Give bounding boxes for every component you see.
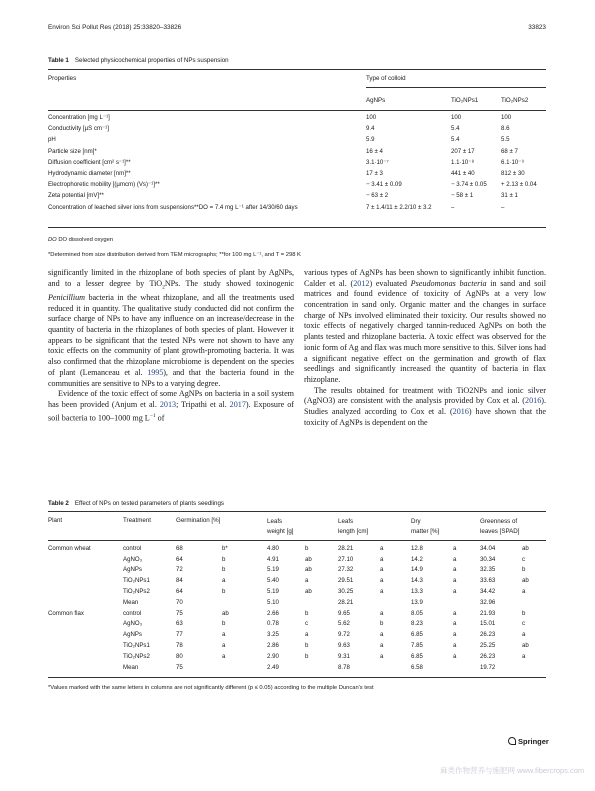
- table2-value-cell: 0.78: [267, 620, 279, 628]
- table2-letter-cell: [522, 662, 546, 673]
- table1-value-cell: 100: [501, 114, 512, 122]
- table1-sub-header-tio2nps2: TiO₂NPs2: [501, 97, 529, 104]
- table2-row: [48, 619, 546, 630]
- table1-header-rule: [48, 110, 546, 111]
- table2-letter-cell: [305, 662, 338, 673]
- table2-plant-cell: Common wheat: [48, 544, 91, 552]
- table2-letter-cell: a: [380, 642, 384, 650]
- table1-value-cell: –: [451, 203, 455, 211]
- table2-value-cell: 8.78: [338, 663, 350, 671]
- table1-property-cell: pH: [48, 136, 56, 144]
- table2-letter-cell: a: [453, 631, 457, 639]
- table2-header-leafs-length: Leafs length [cm]: [338, 518, 369, 535]
- table2-letter-cell: a: [222, 577, 226, 585]
- table2-value-cell: 68: [176, 544, 183, 552]
- table2-value-cell: 12.8: [411, 544, 423, 552]
- table2-value-cell: 5.19: [267, 588, 279, 596]
- table2-letter-cell: b: [305, 544, 309, 552]
- table2-letter-cell: [305, 597, 338, 608]
- table2-letter-cell: ab: [522, 642, 529, 650]
- table1-row: [48, 179, 546, 190]
- table2-row: [48, 586, 546, 597]
- table1-row: [48, 134, 546, 145]
- table1-bottom-rule: [48, 227, 546, 228]
- table2-value-cell: 27.10: [338, 555, 354, 563]
- table2-value-cell: 21.93: [480, 609, 496, 617]
- table2-value-cell: 28.21: [338, 598, 354, 606]
- table2-value-cell: 5.10: [267, 598, 279, 606]
- table2-letter-cell: a: [222, 642, 226, 650]
- table1-property-cell: Concentration [mg L⁻¹]: [48, 114, 110, 122]
- table2-treatment-cell: AgNPs: [123, 566, 142, 574]
- body-left-paragraph-1: significantly limited in the rhizoplane of both species of plant by AgNPs, and to a lesser degree by TiO$_2$NPs. The study showed toxinogenic Penicillium bacteria in the wheat rhizoplane, and all the treatments used reduced it in quantity. The qualitative study conducted did not confirm the surface charge of NPs to have any influence on an increase/decrease in the quantity of bacteria in the rhizoplanes of both species of plant. However it appears to be significant that the tested NPs were not shown to have any toxic effects on the community of plant growth-promoting bacteria. It was also confirmed that the rhizoplane microbiome is dependent on the species of plant (Lemanceau et al. 1995), and that the bacteria found in the communities are sensitive to NPs to a varying degree.: [48, 268, 294, 388]
- table2-value-cell: 4.80: [267, 544, 279, 552]
- table2-letter-cell: a: [453, 609, 457, 617]
- table2-letter-cell: a: [522, 631, 526, 639]
- table2-row: [48, 565, 546, 576]
- table1-value-cell: − 3.41 ± 0.09: [366, 181, 402, 189]
- table2-value-cell: 34.04: [480, 544, 496, 552]
- table1-col-properties: Properties: [48, 75, 77, 82]
- table2-plant-cell: [48, 662, 123, 673]
- table1-property-cell: Electrophoretic mobility [(µmcm) (Vs)⁻¹]**: [48, 181, 160, 189]
- table2-letter-cell: [453, 597, 480, 608]
- table2-plant-cell: [48, 651, 123, 662]
- table1-number: Table 1: [48, 57, 69, 64]
- table2-letter-cell: ab: [305, 555, 312, 563]
- table1-group-rule: [366, 87, 546, 88]
- table2-treatment-cell: TiO₂NPs2: [123, 652, 150, 660]
- table2-letter-cell: c: [305, 620, 309, 628]
- table1-row: [48, 146, 546, 157]
- table2-value-cell: 75: [176, 663, 183, 671]
- table1-property-cell: Diffusion coefficient [cm² s⁻¹]**: [48, 158, 131, 166]
- table2-plant-cell: [48, 565, 123, 576]
- table2-value-cell: 34.42: [480, 588, 496, 596]
- table1-row: [48, 112, 546, 123]
- table1-property-cell: Particle size [nm]*: [48, 147, 97, 155]
- table1-row: [48, 157, 546, 168]
- table2-letter-cell: a: [222, 631, 226, 639]
- table2-letter-cell: a: [453, 652, 457, 660]
- table2-value-cell: 64: [176, 588, 183, 596]
- table2-value-cell: 6.58: [411, 663, 423, 671]
- table2-row: [48, 640, 546, 651]
- table2-value-cell: 7.85: [411, 642, 423, 650]
- table2-row: [48, 597, 546, 608]
- table2-value-cell: 2.90: [267, 652, 279, 660]
- table2-value-cell: 9.65: [338, 609, 350, 617]
- table2-value-cell: 14.3: [411, 577, 423, 585]
- table2-value-cell: 6.85: [411, 631, 423, 639]
- table2-letter-cell: [222, 662, 267, 673]
- table2-value-cell: 5.40: [267, 577, 279, 585]
- body-left-column: [48, 268, 294, 424]
- table2-letter-cell: a: [453, 642, 457, 650]
- table2-letter-cell: b: [222, 588, 226, 596]
- table2-plant-cell: Common flax: [48, 609, 84, 617]
- table2-value-cell: 33.63: [480, 577, 496, 585]
- watermark: 麻类作物营养与施肥网 www.fibercrops.com: [440, 766, 585, 775]
- table2-letter-cell: a: [380, 566, 384, 574]
- table2-plant-cell: [48, 575, 123, 586]
- table1-value-cell: − 3.74 ± 0.05: [451, 181, 487, 189]
- table2-row: [48, 575, 546, 586]
- table2-value-cell: 14.9: [411, 566, 423, 574]
- table2-letter-cell: [380, 597, 411, 608]
- table1-value-cell: 5.4: [451, 136, 460, 144]
- table2-header-rule: [48, 540, 546, 541]
- table2-letter-cell: ab: [305, 566, 312, 574]
- table2-value-cell: 84: [176, 577, 183, 585]
- table2-row: [48, 554, 546, 565]
- table2-header-dry-matter: Dry matter [%]: [411, 518, 440, 535]
- table2-value-cell: 14.2: [411, 555, 423, 563]
- table2-letter-cell: [380, 662, 411, 673]
- table2-value-cell: 32.35: [480, 566, 496, 574]
- table2-letter-cell: a: [522, 588, 526, 596]
- table2-plant-cell: [48, 629, 123, 640]
- table2-value-cell: 5.62: [338, 620, 350, 628]
- table2-letter-cell: a: [453, 588, 457, 596]
- table1-value-cell: 6.1·10⁻⁹: [501, 158, 525, 166]
- table2-header-treatment: Treatment: [123, 517, 151, 524]
- table2-plant-cell: [48, 586, 123, 597]
- table2-bottom-rule: [48, 677, 546, 678]
- table1-row: [48, 123, 546, 134]
- table2-letter-cell: a: [380, 555, 384, 563]
- table2-letter-cell: b: [380, 620, 384, 628]
- table2-letter-cell: a: [380, 652, 384, 660]
- table1-col-group: Type of colloid: [366, 75, 406, 82]
- table2-value-cell: 75: [176, 609, 183, 617]
- table2-value-cell: 13.9: [411, 598, 423, 606]
- table2-letter-cell: a: [380, 544, 384, 552]
- table2-value-cell: 70: [176, 598, 183, 606]
- table2-plant-cell: [48, 554, 123, 565]
- table2-letter-cell: a: [380, 588, 384, 596]
- table2-treatment-cell: Mean: [123, 598, 139, 606]
- table2-letter-cell: a: [380, 577, 384, 585]
- table1-value-cell: 9.4: [366, 125, 375, 133]
- table2-letter-cell: ab: [522, 544, 529, 552]
- table2-letter-cell: a: [453, 555, 457, 563]
- table2-value-cell: 25.25: [480, 642, 496, 650]
- table1-property-cell: Concentration of leached silver ions from suspensions**DO = 7.4 mg L⁻¹ after 14/30/60 days: [48, 203, 298, 211]
- table2-treatment-cell: AgNO₃: [123, 555, 143, 563]
- table1-top-rule: [48, 69, 546, 70]
- table2-treatment-cell: Mean: [123, 663, 139, 671]
- table2-value-cell: 5.19: [267, 566, 279, 574]
- table2-treatment-cell: TiO₂NPs2: [123, 588, 150, 596]
- table2-value-cell: 27.32: [338, 566, 354, 574]
- table1-value-cell: 7 ± 1.4/11 ± 2.2/10 ± 3.2: [366, 203, 432, 211]
- table2-letter-cell: a: [305, 631, 309, 639]
- running-header-journal: Environ Sci Pollut Res (2018) 25:33820–33826: [48, 24, 182, 31]
- table1-value-cell: 17 ± 3: [366, 170, 383, 178]
- table2-row: [48, 629, 546, 640]
- table2-letter-cell: b: [305, 609, 309, 617]
- table2-letter-cell: b: [305, 642, 309, 650]
- table2-value-cell: 8.05: [411, 609, 423, 617]
- table2-caption: [48, 500, 224, 507]
- table1-caption-text: Selected physicochemical properties of NPs suspension: [74, 57, 229, 64]
- body-left-paragraph-2: Evidence of the toxic effect of some AgNPs on bacteria in a soil system has been provided (Anjum et al. 2013; Tripathi et al. 2017). Exposure of soil bacteria to 100–1000 mg $L^{-1}$ of: [48, 389, 294, 423]
- table2-value-cell: 28.21: [338, 544, 354, 552]
- table2-caption-text: Effect of NPs on tested parameters of plants seedlings: [74, 500, 225, 507]
- table2-letter-cell: [453, 662, 480, 673]
- table2-row: [48, 651, 546, 662]
- table2-value-cell: 2.86: [267, 642, 279, 650]
- table2-value-cell: 30.25: [338, 588, 354, 596]
- table2-top-rule: [48, 511, 546, 512]
- table2-header-plant: Plant: [48, 517, 63, 524]
- table1-caption: [48, 57, 229, 64]
- table2-treatment-cell: control: [123, 609, 142, 617]
- table2-value-cell: 78: [176, 642, 183, 650]
- table2-letter-cell: c: [522, 555, 526, 563]
- table2-body: [48, 543, 546, 673]
- table1-row: [48, 190, 546, 201]
- table2-treatment-cell: AgNPs: [123, 631, 142, 639]
- table2-letter-cell: a: [453, 566, 457, 574]
- table2-letter-cell: ab: [305, 588, 312, 596]
- table2-letter-cell: [222, 597, 267, 608]
- running-header-page: 33823: [528, 24, 546, 31]
- table2-letter-cell: a: [222, 652, 226, 660]
- table2-value-cell: 8.23: [411, 620, 423, 628]
- table2-value-cell: 32.96: [480, 598, 496, 606]
- table2-value-cell: 6.85: [411, 652, 423, 660]
- table1-property-cell: Zeta potential [mV]**: [48, 192, 104, 200]
- table2-letter-cell: a: [453, 544, 457, 552]
- table2-letter-cell: b: [305, 652, 309, 660]
- table2-value-cell: 4.91: [267, 555, 279, 563]
- springer-horse-icon: [508, 737, 516, 745]
- table2-plant-cell: [48, 619, 123, 630]
- table1-row: [48, 168, 546, 179]
- table2-value-cell: 3.25: [267, 631, 279, 639]
- table1-value-cell: –: [501, 203, 505, 211]
- table2-value-cell: 9.63: [338, 642, 350, 650]
- table2-plant-cell: [48, 640, 123, 651]
- table2-value-cell: 77: [176, 631, 183, 639]
- table2-value-cell: 19.72: [480, 663, 496, 671]
- table2-value-cell: 15.01: [480, 620, 496, 628]
- table2-letter-cell: [522, 597, 546, 608]
- table1-value-cell: − 63 ± 2: [366, 192, 389, 200]
- table2-treatment-cell: TiO₂NPs1: [123, 642, 150, 650]
- table2-treatment-cell: TiO₂NPs1: [123, 577, 150, 585]
- table1-sub-header-agnps: AgNPs: [366, 97, 386, 104]
- table1-value-cell: 16 ± 4: [366, 147, 383, 155]
- table2-value-cell: 80: [176, 652, 183, 660]
- table2-letter-cell: a: [453, 620, 457, 628]
- table1-value-cell: 100: [366, 114, 377, 122]
- table1-value-cell: 5.9: [366, 136, 375, 144]
- table1-body: [48, 112, 546, 213]
- table1-note-do: DO DO dissolved oxygen: [48, 237, 114, 243]
- table1-value-cell: 5.5: [501, 136, 510, 144]
- table2-number: Table 2: [48, 500, 69, 507]
- table2-letter-cell: b: [222, 620, 226, 628]
- table1-value-cell: 8.6: [501, 125, 510, 133]
- table2-row: [48, 543, 546, 554]
- table2-value-cell: 2.49: [267, 663, 279, 671]
- table1-value-cell: 100: [451, 114, 462, 122]
- table2-value-cell: 30.34: [480, 555, 496, 563]
- table2-letter-cell: b: [522, 609, 526, 617]
- publisher-logo: Springer: [508, 737, 549, 746]
- table2-value-cell: 64: [176, 555, 183, 563]
- body-right-paragraph-1: various types of AgNPs has been shown to significantly inhibit function. Calder et al. (2012) evaluated Pseudomonas bacteria in sand and soil matrices and found evidence of toxicity of AgNPs at a very low concentration in sand only. Organic matter and the changes in surface charge of NPs involved eliminated their toxicity. Our results showed no toxic effects of negatively charged tannin-reduced AgNPs on both the plants tested and rhizoplane bacteria. A toxic effect was observed for the ionic form of Ag and flax was much more sensitive to this. Silver ions had a significant negative effect on the germination and growth of flax seedlings and significantly increased the quantity of bacteria in flax rhizoplane.: [304, 268, 546, 384]
- table1-value-cell: + 2.13 ± 0.04: [501, 181, 537, 189]
- table2-value-cell: 9.31: [338, 652, 350, 660]
- table2-value-cell: 72: [176, 566, 183, 574]
- table2-row: [48, 608, 546, 619]
- table2-treatment-cell: AgNO₃: [123, 620, 143, 628]
- table2-letter-cell: b*: [222, 544, 228, 552]
- table1-property-cell: Hydrodynamic diameter [nm]**: [48, 170, 131, 178]
- body-right-paragraph-2: The results obtained for treatment with TiO2NPs and ionic silver (AgNO3) are consistent with the analysis provided by Cox et al. (2016). Studies analyzed according to Cox et al. (2016) have shown that the toxicity of AgNPs is dependent on the: [304, 385, 546, 427]
- table2-value-cell: 13.3: [411, 588, 423, 596]
- table2-value-cell: 63: [176, 620, 183, 628]
- table1-property-cell: Conductivity [µS cm⁻¹]: [48, 125, 109, 133]
- table2-letter-cell: ab: [522, 577, 529, 585]
- table1-value-cell: 207 ± 17: [451, 147, 475, 155]
- table2-header-greenness: Greenness of leaves [SPAD]: [480, 518, 520, 535]
- table2-letter-cell: c: [522, 620, 526, 628]
- table1-note-footnote: *Determined from size distribution derived from TEM micrographs; **for 100 mg L⁻¹, and T = 298 K: [48, 252, 301, 258]
- table1-value-cell: 441 ± 40: [451, 170, 475, 178]
- table2-value-cell: 2.66: [267, 609, 279, 617]
- table2-letter-cell: b: [222, 555, 226, 563]
- table1-value-cell: 31 ± 1: [501, 192, 518, 200]
- table2-footnote: *Values marked with the same letters in columns are not significantly different (p ≤ 0.05) according to the multiple Duncan's test: [48, 685, 374, 691]
- table1-value-cell: 3.1·10⁻⁷: [366, 158, 389, 166]
- table1-row: [48, 202, 546, 213]
- table2-letter-cell: a: [453, 577, 457, 585]
- table2-header-leafs-weight: Leafs weight [g]: [267, 518, 294, 535]
- table2-treatment-cell: control: [123, 544, 142, 552]
- table1-sub-header-tio2nps1: TiO₂NPs1: [451, 97, 479, 104]
- table2-letter-cell: a: [522, 652, 526, 660]
- body-right-column: [304, 268, 546, 428]
- table2-plant-cell: [48, 597, 123, 608]
- table2-row: [48, 662, 546, 673]
- table1-value-cell: 1.1·10⁻⁸: [451, 158, 475, 166]
- table2-header-germination: Germination [%]: [176, 517, 221, 524]
- table2-letter-cell: b: [522, 566, 526, 574]
- table1-value-cell: − 58 ± 1: [451, 192, 474, 200]
- table2-value-cell: 29.51: [338, 577, 354, 585]
- table2-letter-cell: a: [380, 609, 384, 617]
- table2-letter-cell: ab: [222, 609, 229, 617]
- table2-value-cell: 26.23: [480, 631, 496, 639]
- table1-value-cell: 68 ± 7: [501, 147, 518, 155]
- table2-value-cell: 26.23: [480, 652, 496, 660]
- table2-letter-cell: b: [222, 566, 226, 574]
- table1-value-cell: 5.4: [451, 125, 460, 133]
- table2-letter-cell: a: [305, 577, 309, 585]
- table1-value-cell: 812 ± 30: [501, 170, 525, 178]
- table2-value-cell: 9.72: [338, 631, 350, 639]
- table2-letter-cell: a: [380, 631, 384, 639]
